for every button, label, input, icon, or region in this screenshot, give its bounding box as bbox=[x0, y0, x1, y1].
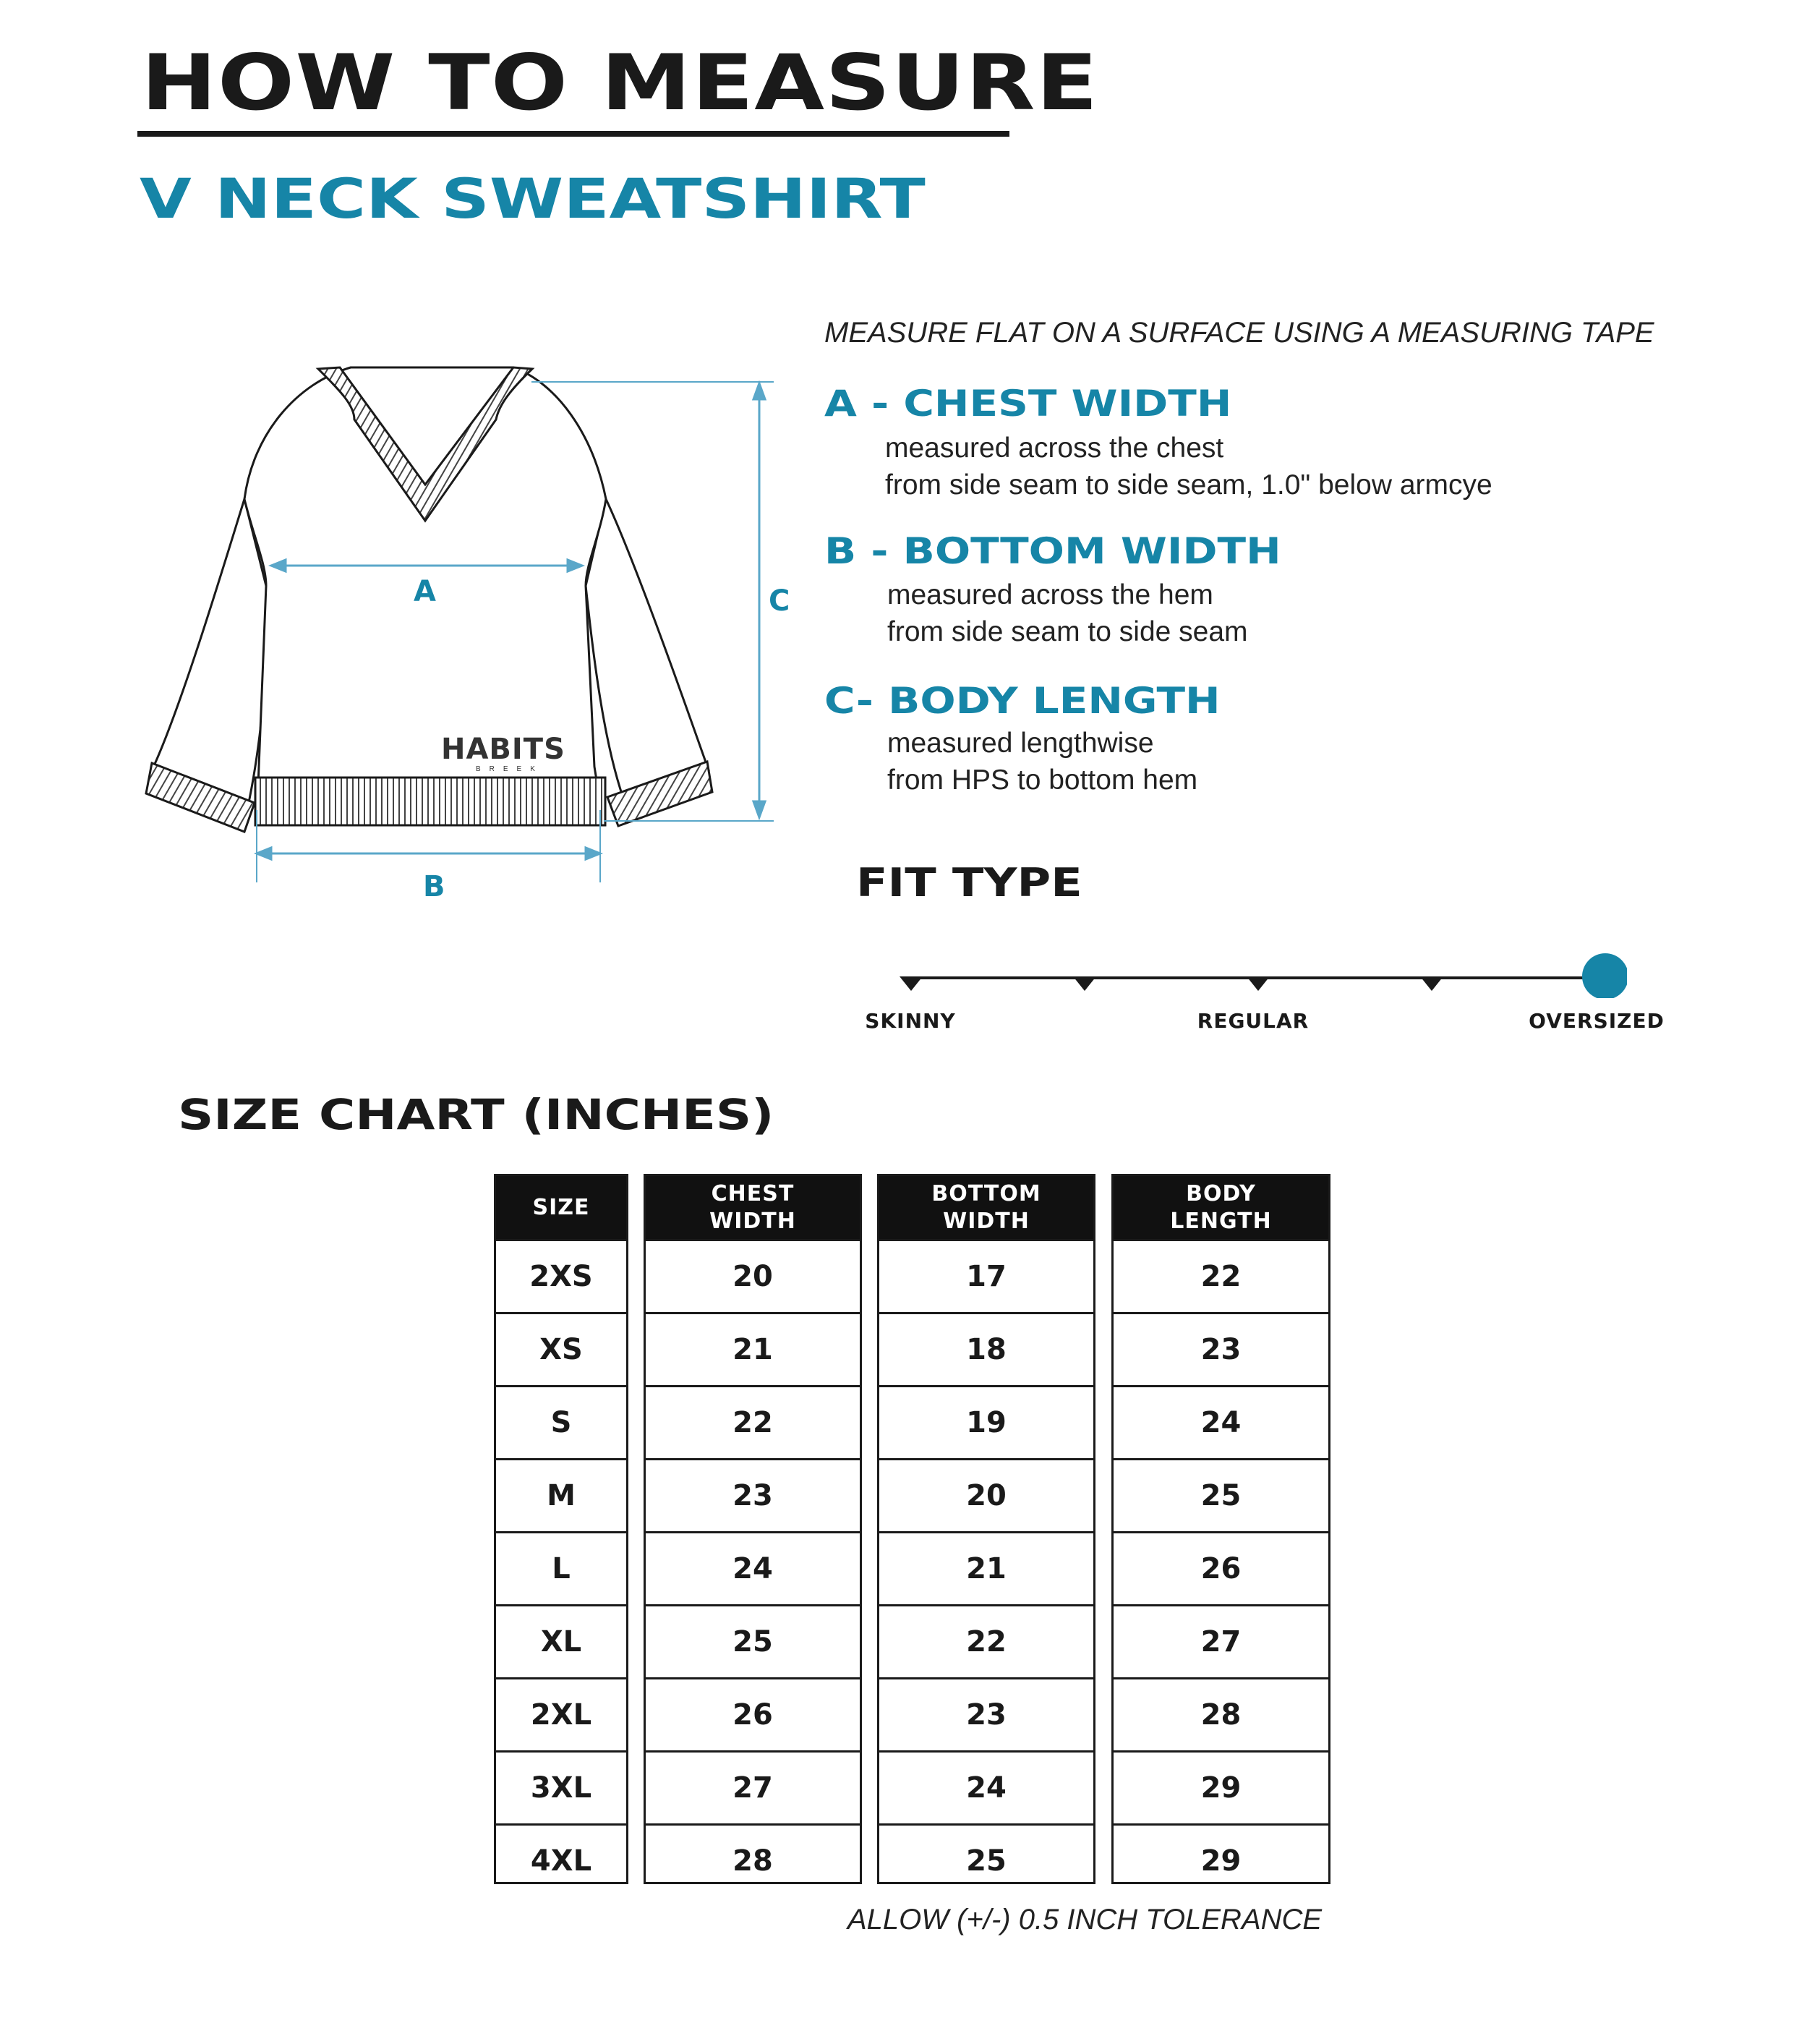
body-length-column bbox=[1111, 1174, 1330, 1884]
chest-width-cell: 25 bbox=[646, 1604, 860, 1677]
size-column bbox=[494, 1174, 628, 1884]
bottom-width-cell: 24 bbox=[879, 1750, 1093, 1823]
body-length-cell: 29 bbox=[1114, 1823, 1328, 1896]
fit-marker-4 bbox=[1420, 976, 1443, 991]
chest-width-heading: A - CHEST WIDTH bbox=[824, 383, 1232, 425]
chest-width-cell: 23 bbox=[646, 1458, 860, 1531]
fit-type-title: FIT TYPE bbox=[856, 860, 1082, 906]
bottom-width-heading: B - BOTTOM WIDTH bbox=[824, 530, 1281, 572]
size-cell: L bbox=[496, 1531, 626, 1604]
chest-width-cell: 26 bbox=[646, 1677, 860, 1750]
body-length-cell: 26 bbox=[1114, 1531, 1328, 1604]
fit-marker-3 bbox=[1247, 976, 1270, 991]
brand-logo-subtext: BREEK bbox=[476, 765, 544, 773]
fit-label-regular: REGULAR bbox=[1197, 1009, 1310, 1033]
size-cell: XS bbox=[496, 1312, 626, 1385]
fit-label-oversized: OVERSIZED bbox=[1529, 1009, 1665, 1033]
product-title: V NECK SWEATSHIRT bbox=[140, 166, 926, 231]
chest-width-cell: 27 bbox=[646, 1750, 860, 1823]
bottom-width-cell: 17 bbox=[879, 1239, 1093, 1312]
size-chart-title: SIZE CHART (INCHES) bbox=[178, 1090, 774, 1139]
size-cell: 4XL bbox=[496, 1823, 626, 1896]
chest-width-cell: 20 bbox=[646, 1239, 860, 1312]
size-cell: 2XL bbox=[496, 1677, 626, 1750]
body-length-cell: 23 bbox=[1114, 1312, 1328, 1385]
chest-width-cell: 28 bbox=[646, 1823, 860, 1896]
body-length-cell: 24 bbox=[1114, 1385, 1328, 1458]
bottom-width-cell: 23 bbox=[879, 1677, 1093, 1750]
bottom-width-desc: measured across the hem from side seam to side seam bbox=[887, 579, 1248, 647]
bottom-width-cell: 19 bbox=[879, 1385, 1093, 1458]
body-length-cell: 25 bbox=[1114, 1458, 1328, 1531]
size-cell: M bbox=[496, 1458, 626, 1531]
body-length-desc: measured lengthwise from HPS to bottom hem bbox=[887, 728, 1198, 796]
chest-width-cell: 21 bbox=[646, 1312, 860, 1385]
bottom-width-cell: 25 bbox=[879, 1823, 1093, 1896]
size-cell: XL bbox=[496, 1604, 626, 1677]
bottom-width-column bbox=[877, 1174, 1095, 1884]
tolerance-note: ALLOW (+/-) 0.5 INCH TOLERANCE bbox=[847, 1904, 1323, 1936]
chest-width-desc: measured across the chest from side seam to side seam, 1.0" below armcye bbox=[885, 433, 1492, 501]
label-b: B bbox=[423, 870, 445, 903]
size-cell: 3XL bbox=[496, 1750, 626, 1823]
body-length-cell: 27 bbox=[1114, 1604, 1328, 1677]
fit-label-skinny: SKINNY bbox=[865, 1009, 956, 1033]
hem-rib bbox=[255, 778, 605, 825]
bottom-width-cell: 21 bbox=[879, 1531, 1093, 1604]
chest-width-column bbox=[644, 1174, 862, 1884]
fit-marker-1 bbox=[900, 976, 923, 991]
brand-logo: HABITS bbox=[441, 733, 565, 766]
chest-width-cell: 24 bbox=[646, 1531, 860, 1604]
body-length-cell: 29 bbox=[1114, 1750, 1328, 1823]
bottom-width-cell: 18 bbox=[879, 1312, 1093, 1385]
label-c: C bbox=[769, 584, 790, 618]
size-cell: 2XS bbox=[496, 1239, 626, 1312]
chest-width-cell: 22 bbox=[646, 1385, 860, 1458]
size-column-header: SIZE bbox=[496, 1176, 626, 1239]
label-a: A bbox=[414, 575, 436, 608]
title-underline bbox=[137, 131, 1009, 137]
bottom-width-cell: 22 bbox=[879, 1604, 1093, 1677]
fit-type-scale bbox=[889, 940, 1627, 998]
bottom-width-column-header: BOTTOM WIDTH bbox=[879, 1176, 1093, 1239]
size-cell: S bbox=[496, 1385, 626, 1458]
body-length-column-header: BODY LENGTH bbox=[1114, 1176, 1328, 1239]
page-title: HOW TO MEASURE bbox=[141, 38, 1099, 127]
body-length-heading: C- BODY LENGTH bbox=[824, 680, 1221, 722]
fit-marker-2 bbox=[1073, 976, 1096, 991]
measure-instruction: MEASURE FLAT ON A SURFACE USING A MEASURING TAPE bbox=[824, 317, 1654, 349]
body-length-cell: 22 bbox=[1114, 1239, 1328, 1312]
bottom-width-cell: 20 bbox=[879, 1458, 1093, 1531]
sweatshirt-measure-diagram bbox=[137, 347, 803, 911]
fit-selected-indicator bbox=[1582, 953, 1627, 998]
body-length-cell: 28 bbox=[1114, 1677, 1328, 1750]
chest-width-column-header: CHEST WIDTH bbox=[646, 1176, 860, 1239]
